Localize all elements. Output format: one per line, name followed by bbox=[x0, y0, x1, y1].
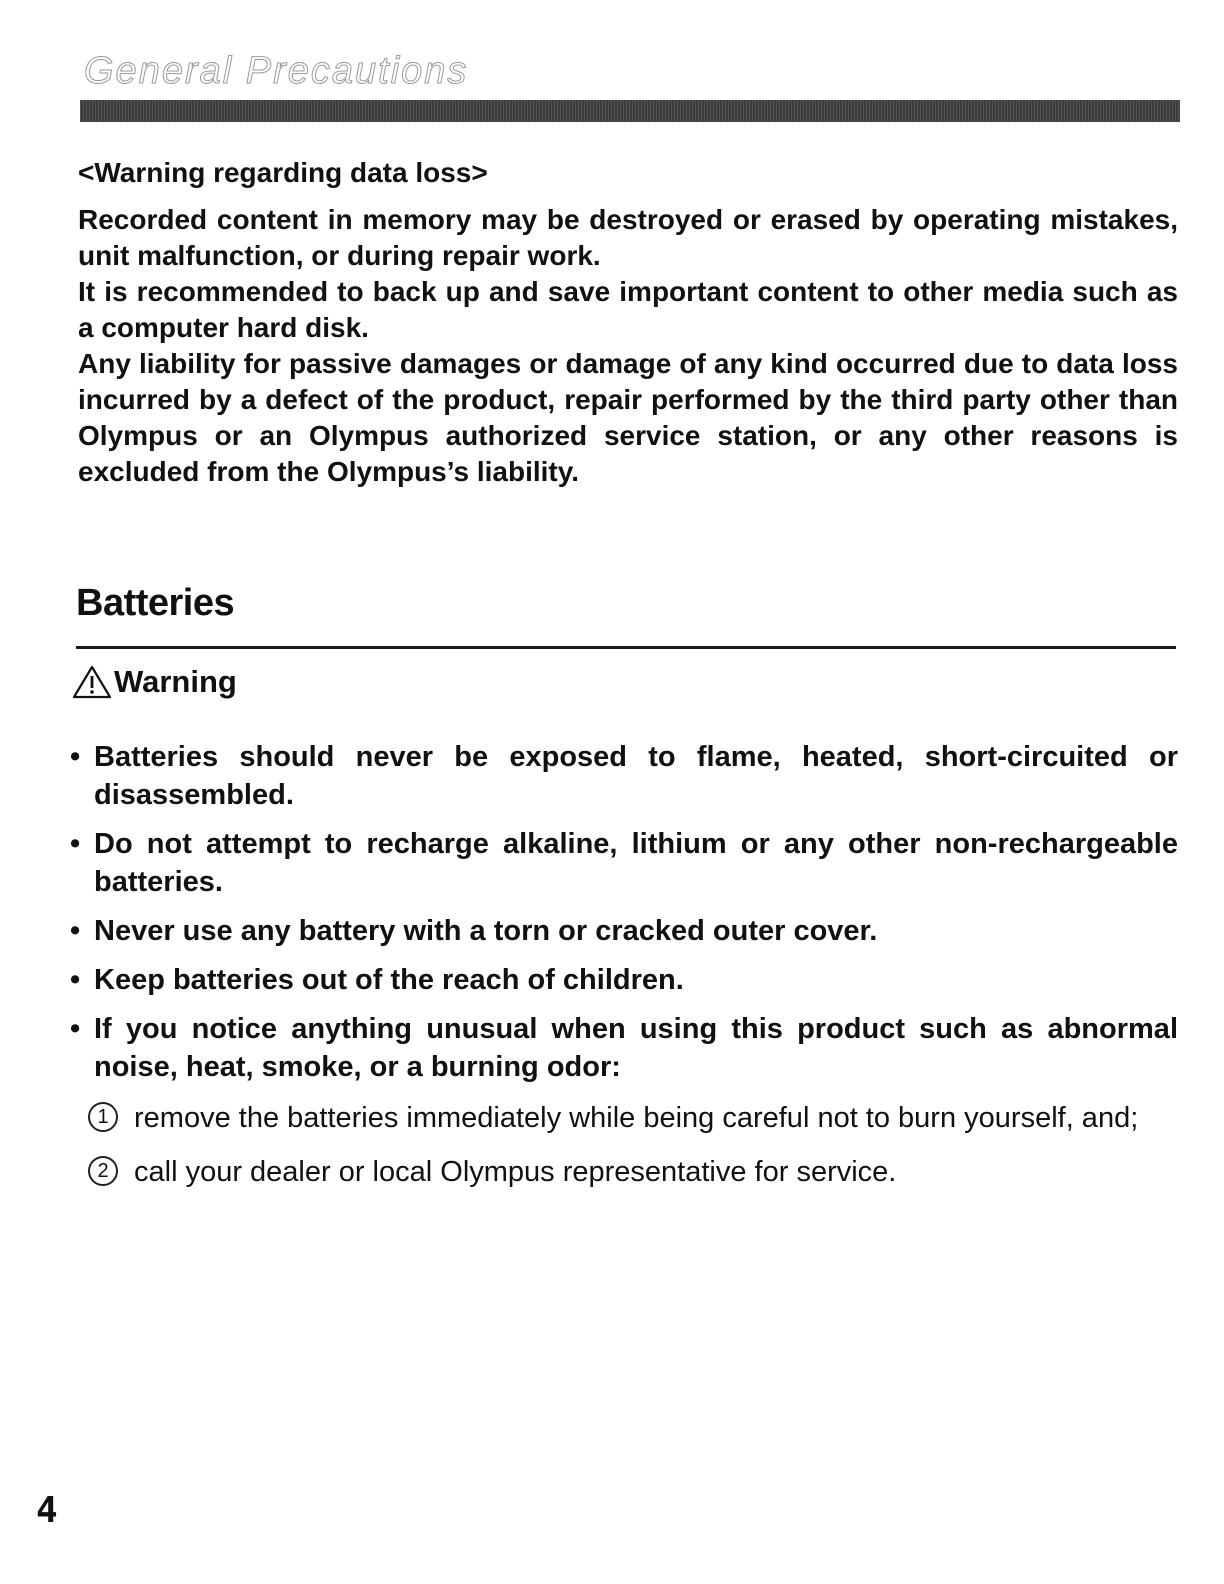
step-item bbox=[88, 1100, 1178, 1136]
header-bar bbox=[80, 100, 1180, 122]
action-steps bbox=[88, 1100, 1178, 1208]
list-item-text: Do not attempt to recharge alkaline, lithium or any other non-rechargeable batteries. bbox=[94, 828, 1178, 898]
data-loss-body bbox=[78, 202, 1178, 490]
bullet-icon: • bbox=[70, 741, 81, 773]
warning-label: Warning bbox=[114, 664, 237, 699]
list-item bbox=[70, 912, 1178, 950]
list-item-text: Keep batteries out of the reach of children. bbox=[94, 964, 684, 996]
section-header-title: General Precautions bbox=[84, 50, 469, 92]
bullet-icon: • bbox=[70, 1013, 81, 1045]
bullet-icon: • bbox=[70, 828, 81, 860]
list-item bbox=[70, 961, 1178, 999]
page-number: 4 bbox=[36, 1490, 58, 1531]
warning-triangle-icon bbox=[72, 664, 112, 700]
step-number-icon: 2 bbox=[88, 1156, 118, 1186]
bullet-icon: • bbox=[70, 915, 81, 947]
data-loss-paragraph: Recorded content in memory may be destroyed or erased by operating mistakes, unit malfunction, or during repair work. bbox=[78, 204, 1178, 271]
list-item bbox=[70, 825, 1178, 901]
data-loss-paragraph: It is recommended to back up and save important content to other media such as a computer hard disk. bbox=[78, 276, 1178, 343]
battery-warning-list bbox=[70, 738, 1178, 1097]
data-loss-title: <Warning regarding data loss> bbox=[78, 157, 488, 188]
list-item-text: If you notice anything unusual when using this product such as abnormal noise, heat, smoke, or a burning odor: bbox=[94, 1013, 1178, 1083]
data-loss-paragraph: Any liability for passive damages or damage of any kind occurred due to data loss incurred by a defect of the product, repair performed by the third party other than Olympus or an Olympus authorized service station, or any other reasons is excluded from the Olympus’s liability. bbox=[78, 348, 1178, 487]
step-number-icon: 1 bbox=[88, 1102, 118, 1132]
bullet-icon: • bbox=[70, 964, 81, 996]
section-divider bbox=[76, 646, 1176, 649]
batteries-title: Batteries bbox=[76, 582, 235, 624]
list-item bbox=[70, 738, 1178, 814]
step-item bbox=[88, 1154, 1178, 1190]
step-text: remove the batteries immediately while being careful not to burn yourself, and; bbox=[134, 1102, 1139, 1134]
step-text: call your dealer or local Olympus representative for service. bbox=[134, 1156, 897, 1188]
list-item-text: Never use any battery with a torn or cracked outer cover. bbox=[94, 915, 878, 947]
list-item bbox=[70, 1010, 1178, 1086]
list-item-text: Batteries should never be exposed to flame, heated, short-circuited or disassembled. bbox=[94, 741, 1178, 811]
warning-heading bbox=[72, 664, 237, 700]
